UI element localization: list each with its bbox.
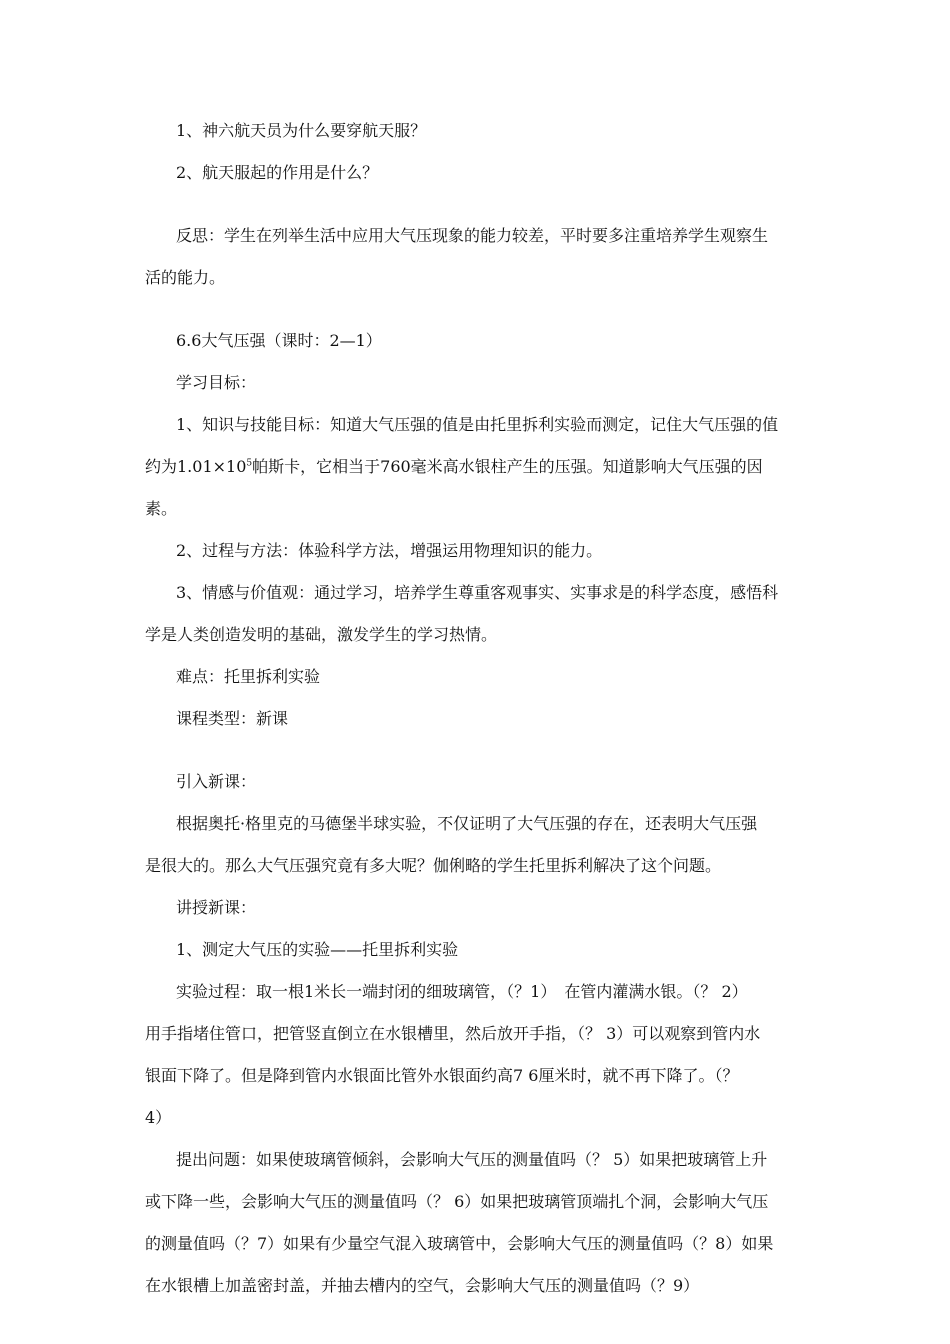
question-paragraph — [0, 1271, 950, 1301]
exponent: 5 — [246, 458, 253, 469]
lesson-title-text: 6.6大气压强（课时：2—1） — [176, 331, 382, 350]
procedure-paragraph — [0, 1061, 950, 1091]
objective-text-part: 帕斯卡，它相当于760毫米高水银柱产生的压强。知道影响大气压强的因 — [252, 457, 763, 476]
objective-text-part: 约为1.01×10 — [145, 457, 247, 476]
section-heading — [0, 935, 950, 965]
reflection-text: 反思：学生在列举生活中应用大气压现象的能力较差，平时要多注重培养学生观察生 — [176, 226, 769, 245]
intro-heading — [0, 767, 950, 797]
question-paragraph-text: 提出问题：如果使玻璃管倾斜，会影响大气压的测量值吗（？ 5）如果把玻璃管上升 — [176, 1150, 768, 1169]
intro-text: 根据奥托·格里克的马德堡半球实验，不仅证明了大气压强的存在，还表明大气压强 — [176, 814, 758, 833]
objective-text: 素。 — [145, 499, 178, 518]
difficulty-text: 难点：托里拆利实验 — [176, 667, 321, 686]
intro-paragraph — [0, 809, 950, 839]
question-paragraph-text: 或下降一些，会影响大气压的测量值吗（？ 6）如果把玻璃管顶端扎个洞，会影响大气压 — [145, 1192, 769, 1211]
question-text: 1、神六航天员为什么要穿航天服？ — [176, 121, 427, 140]
difficulty-line — [0, 662, 950, 692]
objective-text: 学是人类创造发明的基础，激发学生的学习热情。 — [145, 625, 498, 644]
procedure-paragraph — [0, 1103, 950, 1133]
question-paragraph-text: 在水银槽上加盖密封盖，并抽去槽内的空气，会影响大气压的测量值吗（？9） — [145, 1276, 700, 1295]
question-line — [0, 158, 950, 188]
objectives-heading-text: 学习目标： — [176, 373, 257, 392]
objective-text — [145, 452, 763, 482]
procedure-text: 银面下降了。但是降到管内水银面比管外水银面约高7 6厘米时，就不再下降了。（？ — [145, 1066, 739, 1085]
objective-item — [0, 620, 950, 650]
objective-text: 1、知识与技能目标：知道大气压强的值是由托里拆利实验而测定，记住大气压强的值 — [176, 415, 779, 434]
procedure-text: 4） — [145, 1108, 172, 1127]
teach-heading-text: 讲授新课： — [176, 898, 257, 917]
procedure-paragraph — [0, 1019, 950, 1049]
question-text: 2、航天服起的作用是什么？ — [176, 163, 379, 182]
reflection-paragraph — [0, 263, 950, 293]
question-line — [0, 116, 950, 146]
reflection-text: 活的能力。 — [145, 268, 226, 287]
course-type-line — [0, 704, 950, 734]
objective-item — [0, 494, 950, 524]
question-paragraph — [0, 1229, 950, 1259]
objectives-heading — [0, 368, 950, 398]
question-paragraph — [0, 1145, 950, 1175]
question-paragraph — [0, 1187, 950, 1217]
intro-text: 是很大的。那么大气压强究竟有多大呢？伽俐略的学生托里拆利解决了这个问题。 — [145, 856, 722, 875]
lesson-title — [0, 326, 950, 356]
objective-item — [0, 536, 950, 566]
objective-text: 3、情感与价值观：通过学习，培养学生尊重客观事实、实事求是的科学态度，感悟科 — [176, 583, 779, 602]
intro-heading-text: 引入新课： — [176, 772, 257, 791]
objective-item — [0, 410, 950, 440]
question-paragraph-text: 的测量值吗（？7）如果有少量空气混入玻璃管中，会影响大气压的测量值吗（？8）如果 — [145, 1234, 774, 1253]
objective-text: 2、过程与方法：体验科学方法，增强运用物理知识的能力。 — [176, 541, 603, 560]
intro-paragraph — [0, 851, 950, 881]
procedure-text: 实验过程：取一根1米长一端封闭的细玻璃管，（？1） 在管内灌满水银。（？ 2） — [176, 982, 748, 1001]
teach-heading — [0, 893, 950, 923]
objective-item — [0, 578, 950, 608]
reflection-paragraph — [0, 221, 950, 251]
procedure-text: 用手指堵住管口，把管竖直倒立在水银槽里，然后放开手指，（？ 3）可以观察到管内水 — [145, 1024, 761, 1043]
course-type-text: 课程类型：新课 — [176, 709, 289, 728]
procedure-paragraph — [0, 977, 950, 1007]
objective-item — [0, 452, 950, 482]
section-heading-text: 1、测定大气压的实验——托里拆利实验 — [176, 940, 459, 959]
